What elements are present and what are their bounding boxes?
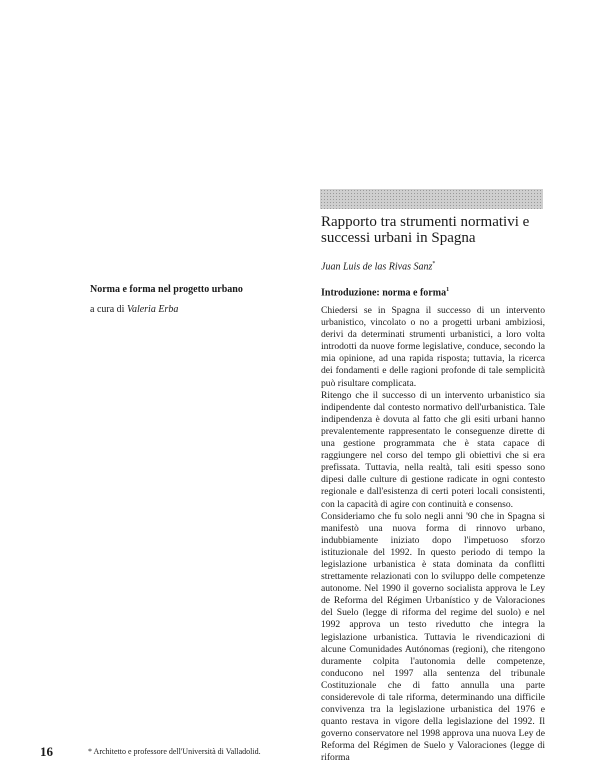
section-series-heading: Norma e forma nel progetto urbano <box>90 284 243 295</box>
editor-line <box>90 304 290 316</box>
article-title: Rapporto tra strumenti normativi e successi urbani in Spagna <box>321 214 530 246</box>
author-line <box>321 258 553 273</box>
section-heading <box>321 284 553 299</box>
author-name: Juan Luis de las Rivas Sanz <box>321 261 433 273</box>
page-number: 16 <box>40 744 53 759</box>
paragraph-2: Ritengo che il successo di un intervento urbanistico sia indipendente dal contesto normativo dell'urbanistica. Tale indipendenza è dovuta al fatto che gli esiti urbani hanno prevalentemente rappresentato le conseguenze dirette di una gestione programmata che è stata capace di raggiungere nel corso del tempo gli obiettivi che si era prefissata. Tuttavia, nella realtà, tali esiti spesso sono dipesi dalle culture di gestione radicate in ogni contesto regionale e dall'esistenza di certi poteri locali consistenti, con la capacità di agire con continuità e consenso. <box>321 389 545 510</box>
author-footnote: * Architetto e professore dell'Università di Valladolid. <box>88 747 261 756</box>
decorative-gray-band <box>320 189 543 209</box>
paragraph-1: Chiedersi se in Spagna il successo di un intervento urbanistico, vincolato o no a progetti urbani ambiziosi, derivi da determinati strumenti urbanistici, a loro volta introdotti da nuove forme legislative, conduce, secondo la mia opinione, ad una rapida risposta; tuttavia, la ricerca dei fondamenti e delle ragioni profonde di tale semplicità può risultare complicata. <box>321 305 545 389</box>
author-footnote-mark: * <box>432 261 436 267</box>
section-heading-text: Introduzione: norma e forma <box>321 287 447 299</box>
section-heading-note-ref: 1 <box>446 287 450 293</box>
paragraph-3: Consideriamo che fu solo negli anni '90 che in Spagna si manifestò una nuova forma di rinnovo urbano, indubbiamente iniziato dopo l'impetuoso sforzo istituzionale del 1992. In questo periodo di tempo la legislazione urbanistica è stata dominata da conflitti strettamente relazionati con lo sviluppo delle competenze autonome. Nel 1990 il governo socialista approva le Ley de Reforma del Régimen Urbanístico y de Valoraciones del Suelo (legge di riforma del regime del suolo) e nel 1992 approva un testo rivedutto che integra la legislazione urbanistica. Tuttavia le rivendicazioni di alcune Comunidades Autónomas (regioni), che ritengono duramente colpita l'autonomia delle competenze, conducono nel 1997 alla sentenza del tribunale Costituzionale che di fatto annulla una parte considerevole di tale riforma, determinando una difficile convivenza tra la legislazione urbanistica del 1976 e quanto restava in vigore della legislazione del 1992. Il governo conservatore nel 1998 approva una nuova Ley de Reforma del Régimen de Suelo y Valoraciones (legge di riforma <box>321 510 545 764</box>
body-text <box>321 305 545 765</box>
editor-name: Valeria Erba <box>126 304 179 315</box>
editor-prefix: a cura di <box>90 304 125 315</box>
